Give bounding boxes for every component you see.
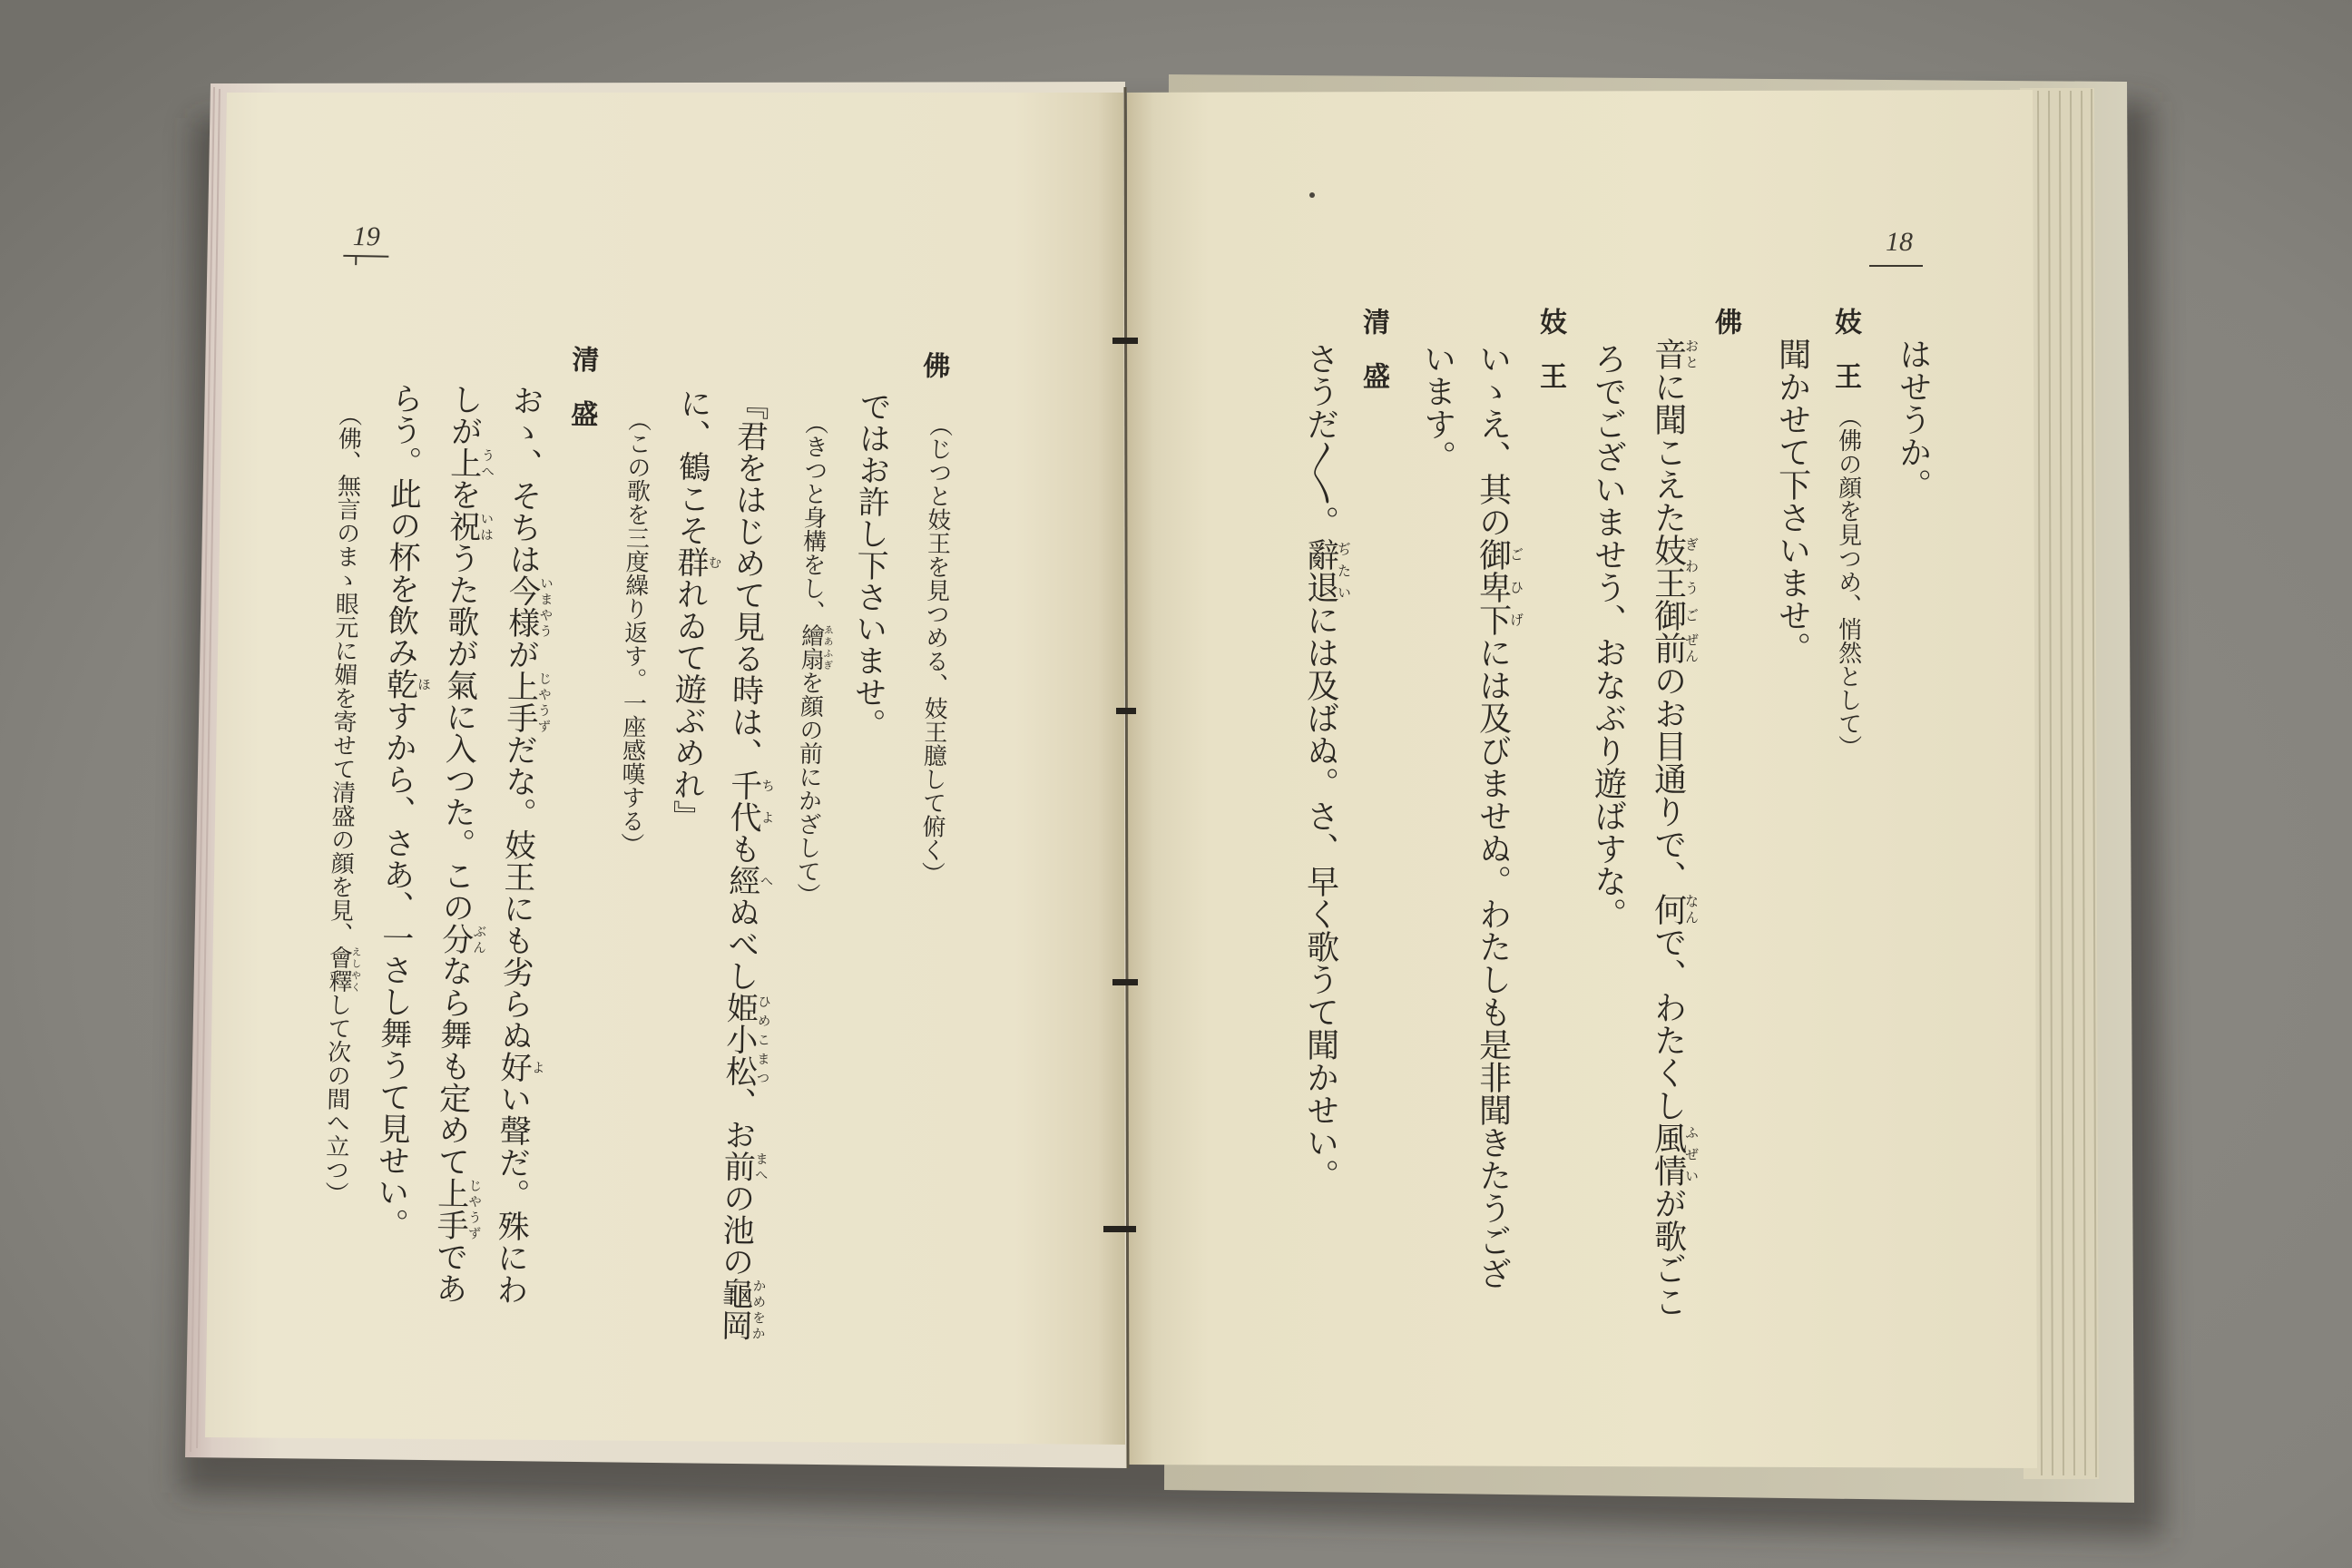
ruby-group: [444, 509, 495, 543]
ruby-annotation: じやうず: [535, 670, 553, 734]
stage-direction: [321, 403, 371, 1206]
text-segment: 佛: [917, 350, 950, 379]
ruby-base: 千代: [724, 769, 763, 833]
ruby-group: [797, 622, 835, 671]
ruby-base: 卑下: [1474, 571, 1512, 636]
song-column: [717, 387, 782, 1341]
ruby-annotation: ふぜい: [1683, 1122, 1700, 1187]
page-number-rule: [338, 252, 396, 271]
ruby-annotation: じやうず: [466, 1177, 483, 1241]
ruby-annotation: おと: [1683, 338, 1700, 370]
ruby-annotation: ひめこまつ: [754, 991, 772, 1088]
text-segment: も: [724, 832, 761, 865]
ruby-group: [381, 667, 432, 701]
ruby-base: 今様: [503, 573, 541, 639]
dialogue-column: [372, 382, 436, 1240]
text-segment: 清 盛: [565, 345, 599, 427]
ruby-base: 何: [1649, 893, 1687, 926]
text-segment: に、鶴こそ: [672, 387, 712, 546]
ruby-base: 前: [719, 1150, 756, 1182]
text-segment: しが: [446, 382, 484, 447]
ruby-annotation: いまやう: [537, 574, 554, 639]
speaker-label: [566, 345, 598, 427]
ruby-annotation: ご: [1508, 538, 1525, 571]
ruby-annotation: ゑあふぎ: [821, 623, 835, 671]
ruby-annotation: ひげ: [1508, 571, 1525, 636]
ruby-annotation: ちよ: [759, 769, 776, 834]
text-segment: います。: [1418, 342, 1456, 473]
ruby-group: [503, 573, 554, 639]
ruby-base: 上: [445, 446, 483, 479]
text-segment: して次の間へ立つ）: [320, 992, 352, 1206]
text-segment: 佛: [1710, 308, 1741, 335]
text-segment: には及びませぬ。わたしも是非聞きたうござ: [1474, 636, 1512, 1289]
text-segment: （じつと妓王を見つめる、妓王臆して俯く）: [916, 413, 954, 886]
text-segment: を: [444, 477, 482, 511]
ruby-base: 好: [495, 1050, 533, 1083]
text-segment: おゝ、そちは: [504, 384, 544, 575]
ruby-base: 經: [723, 864, 761, 897]
ruby-annotation: ぢたい: [1336, 538, 1353, 603]
ruby-base: 辭退: [1301, 538, 1339, 603]
text-segment: いゝえ、其の: [1474, 342, 1512, 538]
text-segment: を顔の前にかざして）: [792, 670, 825, 907]
ruby-annotation: ぎわう: [1683, 534, 1700, 599]
song-column: [668, 387, 724, 832]
text-segment: の池の: [717, 1181, 756, 1278]
ruby-base: 音: [1649, 338, 1687, 370]
ruby-annotation: なん: [1683, 893, 1700, 926]
text-segment: のお目通りで、: [1649, 664, 1687, 893]
ruby-annotation: まへ: [752, 1150, 769, 1183]
ruby-annotation: へ: [758, 864, 774, 897]
text-segment: には及ばぬ。さ、早く歌うて聞かせい。: [1301, 603, 1339, 1191]
ruby-base: 前: [1649, 632, 1687, 664]
ruby-annotation: よ: [529, 1051, 546, 1083]
ruby-annotation: いは: [477, 510, 495, 543]
text-segment: 清 盛: [1357, 308, 1389, 389]
ruby-group: [495, 1050, 546, 1083]
text-segment: 妓 王: [1534, 308, 1566, 389]
ruby-annotation: ご: [1683, 599, 1700, 632]
text-segment: はせうか。: [1894, 338, 1932, 501]
text-segment: ではお許し下さいませ。: [848, 389, 892, 740]
text-segment: に聞こえた: [1649, 370, 1687, 534]
ruby-base: 御: [1474, 538, 1512, 571]
page-number: 19: [352, 221, 381, 252]
ruby-base: 群: [671, 545, 710, 578]
text-segment: （きつと身構をし、: [797, 410, 829, 624]
ruby-annotation: ぜん: [1683, 632, 1700, 664]
dialogue-column: [492, 384, 556, 1306]
ruby-base: 分: [436, 922, 475, 956]
ruby-annotation: かめをか: [750, 1277, 767, 1342]
ruby-base: 龜岡: [716, 1277, 754, 1341]
text-segment: で、わたくし: [1649, 926, 1687, 1122]
ruby-base: 會釋: [324, 945, 353, 994]
ruby-annotation: うへ: [479, 446, 495, 479]
ruby-base: 乾: [381, 667, 418, 701]
ruby-group: [671, 545, 722, 579]
ruby-group: [436, 922, 487, 956]
ruby-base: 妓王: [1649, 534, 1687, 599]
stage-direction: [617, 407, 651, 856]
ruby-annotation: む: [706, 545, 722, 579]
text-segment: ぬべし: [721, 896, 760, 992]
ruby-group: [716, 1277, 767, 1342]
text-segment: （この歌を三度繰り返す。一座感嘆する）: [616, 407, 652, 857]
text-segment: 聞かせて下さいませ。: [1773, 338, 1811, 664]
ruby-annotation: えしやく: [349, 946, 363, 994]
text-segment: さうだ〳〵。: [1301, 342, 1339, 538]
ruby-group: [501, 669, 553, 734]
ruby-base: 上手: [431, 1176, 470, 1241]
text-segment: が歌ごこ: [1649, 1187, 1687, 1318]
ruby-group: [431, 1176, 483, 1241]
text-segment: なら舞も定めて: [433, 954, 474, 1178]
text-segment: うた歌が氣に入つた。この: [437, 541, 481, 924]
dialogue-column: [849, 390, 890, 740]
text-segment: 、お: [719, 1086, 757, 1151]
text-segment: が: [502, 637, 540, 671]
ruby-group: [324, 945, 363, 994]
text-segment: すから、さあ、一さし舞うて見せい。: [371, 699, 418, 1240]
text-segment: （佛、無言のまゝ眼元に媚を寄せて清盛の顔を見、: [325, 402, 363, 946]
ruby-group: [723, 864, 774, 897]
ruby-annotation: ほ: [415, 668, 432, 701]
text-segment: であ: [430, 1240, 468, 1305]
text-segment: （佛の顔を見つめ、悄然として）: [1834, 405, 1862, 759]
ruby-group: [720, 991, 772, 1088]
stage-direction: [917, 413, 952, 885]
page-number: 18: [1886, 227, 1913, 257]
dialogue-column: [431, 383, 495, 1305]
text-segment: 妓 王: [1829, 308, 1861, 389]
text-segment: い聲だ。殊にわ: [491, 1082, 532, 1306]
text-segment: だな。妓王にも劣らぬ: [495, 732, 538, 1052]
ruby-group: [719, 1150, 769, 1183]
ruby-group: [445, 446, 495, 479]
ruby-annotation: ぶん: [470, 923, 487, 956]
stage-direction: [793, 411, 838, 907]
ruby-base: 繪扇: [797, 622, 825, 671]
ruby-group: [724, 769, 776, 834]
text-segment: 『君をはじめて見る時は、: [726, 387, 769, 769]
ruby-base: 祝: [444, 509, 481, 543]
text-segment: ろでございませう、おなぶり遊ばすな。: [1589, 342, 1627, 930]
ruby-base: 風情: [1649, 1122, 1687, 1187]
ruby-base: 上手: [501, 669, 539, 734]
text-segment: れゐて遊ぶめれ』: [667, 577, 709, 832]
text-segment: らう。此の杯を飲み: [381, 381, 424, 669]
speaker-label: [918, 351, 949, 379]
ruby-base: 姫小松: [720, 991, 759, 1087]
ruby-base: 御: [1649, 599, 1687, 632]
